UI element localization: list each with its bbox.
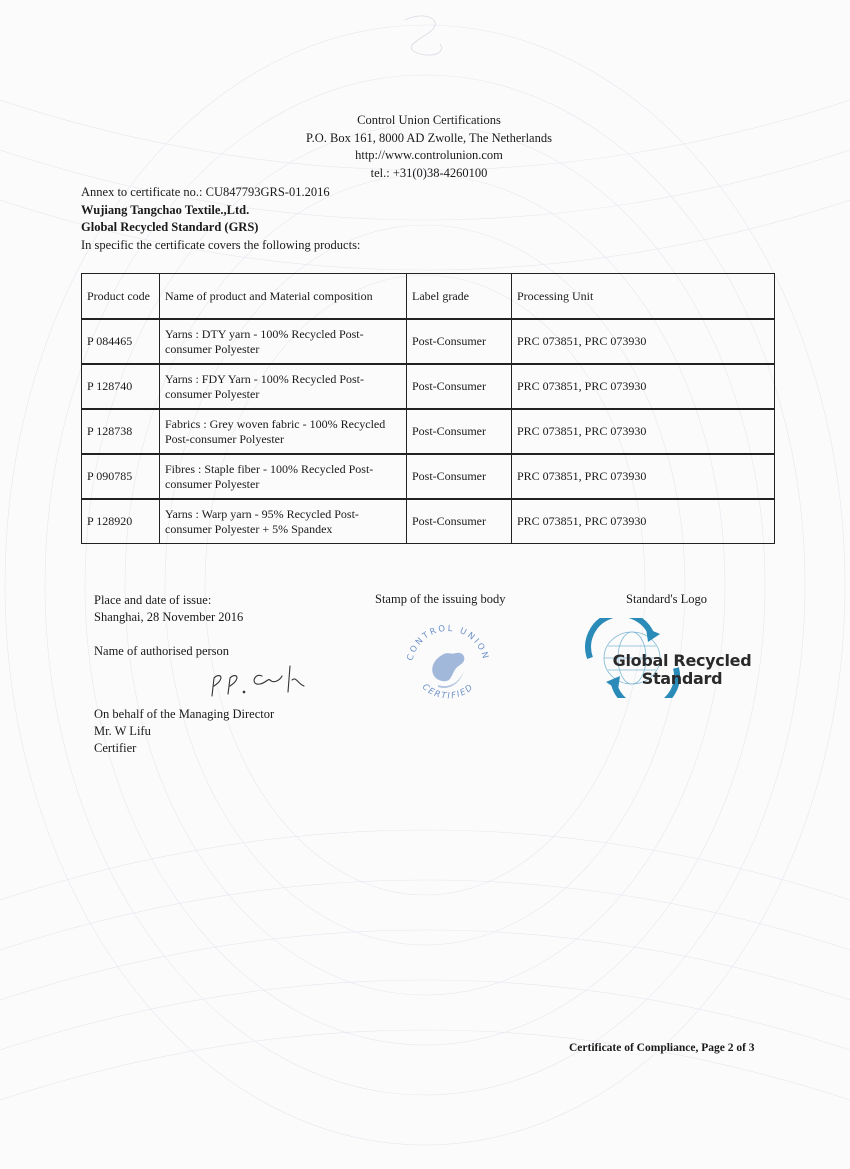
place-date-label: Place and date of issue: — [94, 593, 212, 607]
table-row — [82, 500, 774, 543]
cell-code: P 128740 — [82, 365, 160, 410]
page-footer: Certificate of Compliance, Page 2 of 3 — [569, 1042, 755, 1054]
stamp-wave-shape — [432, 653, 464, 682]
authorised-person-label: Name of authorised person — [94, 644, 230, 658]
cell-grade: Post-Consumer — [407, 320, 512, 365]
signatory-role: Certifier — [94, 741, 137, 755]
svg-text:CERTIFIED — [420, 682, 476, 701]
certificate-intro — [81, 184, 360, 254]
header-processing-unit: Processing Unit — [512, 274, 774, 320]
issuer-website: http://www.controlunion.com — [355, 148, 503, 162]
cell-code: P 090785 — [82, 455, 160, 500]
cell-name: Yarns : Warp yarn - 95% Recycled Post-consumer Polyester + 5% Spandex — [160, 500, 407, 543]
signatory-name: Mr. W Lifu — [94, 724, 151, 738]
header-product-name: Name of product and Material composition — [160, 274, 407, 320]
header-label-grade: Label grade — [407, 274, 512, 320]
cell-unit: PRC 073851, PRC 073930 — [512, 365, 774, 410]
cell-unit: PRC 073851, PRC 073930 — [512, 455, 774, 500]
cell-name: Fibres : Staple fiber - 100% Recycled Post-consumer Polyester — [160, 455, 407, 500]
table-row — [82, 410, 774, 455]
table-row — [82, 320, 774, 365]
cell-name: Yarns : DTY yarn - 100% Recycled Post-consumer Polyester — [160, 320, 407, 365]
cell-grade: Post-Consumer — [407, 365, 512, 410]
cell-grade: Post-Consumer — [407, 455, 512, 500]
cell-code: P 084465 — [82, 320, 160, 365]
cell-name: Yarns : FDY Yarn - 100% Recycled Post-consumer Polyester — [160, 365, 407, 410]
header-product-code: Product code — [82, 274, 160, 320]
cell-unit: PRC 073851, PRC 073930 — [517, 514, 647, 528]
table-row — [82, 455, 774, 500]
cell-unit: PRC 073851, PRC 073930 — [512, 320, 774, 365]
issue-details — [94, 592, 243, 660]
cell-unit: PRC 073851, PRC 073930 — [512, 410, 774, 455]
control-union-stamp — [398, 615, 498, 710]
covers-line: In specific the certificate covers the following products: — [81, 237, 361, 252]
cell-code: P 128738 — [82, 410, 160, 455]
issuer-address: P.O. Box 161, 8000 AD Zwolle, The Netherlands — [306, 130, 552, 145]
issuer-header — [0, 112, 850, 182]
stamp-label: Stamp of the issuing body — [375, 592, 506, 606]
stamp-bottom-text: CERTIFIED — [420, 682, 476, 702]
products-table — [81, 273, 775, 544]
cell-grade: Post-Consumer — [407, 410, 512, 455]
grs-logo-wordmark — [612, 652, 752, 688]
signatory-details — [94, 706, 274, 757]
cell-name: Fabrics : Grey woven fabric - 100% Recycled Post-consumer Polyester — [160, 410, 407, 455]
table-header-row — [82, 274, 774, 320]
table-row — [82, 365, 774, 410]
cell-code: P 128920 — [82, 500, 160, 543]
stamp-top-text: CONTROL UNION — [405, 623, 491, 662]
logo-label: Standard's Logo — [626, 592, 708, 606]
company-name: Wujiang Tangchao Textile.,Ltd. — [81, 202, 250, 217]
annex-line: Annex to certificate no.: CU847793GRS-01.2016 — [81, 185, 330, 199]
logo-line-1: Global Recycled — [612, 651, 752, 670]
handwritten-signature — [200, 658, 310, 703]
on-behalf-line: On behalf of the Managing Director — [94, 707, 275, 721]
place-date-value: Shanghai, 28 November 2016 — [94, 610, 244, 624]
logo-line-2: Standard — [641, 669, 723, 688]
issuer-name: Control Union Certifications — [357, 113, 501, 127]
cell-grade: Post-Consumer — [407, 500, 512, 543]
standard-name: Global Recycled Standard (GRS) — [81, 220, 259, 234]
issuer-phone: tel.: +31(0)38-4260100 — [370, 165, 488, 180]
